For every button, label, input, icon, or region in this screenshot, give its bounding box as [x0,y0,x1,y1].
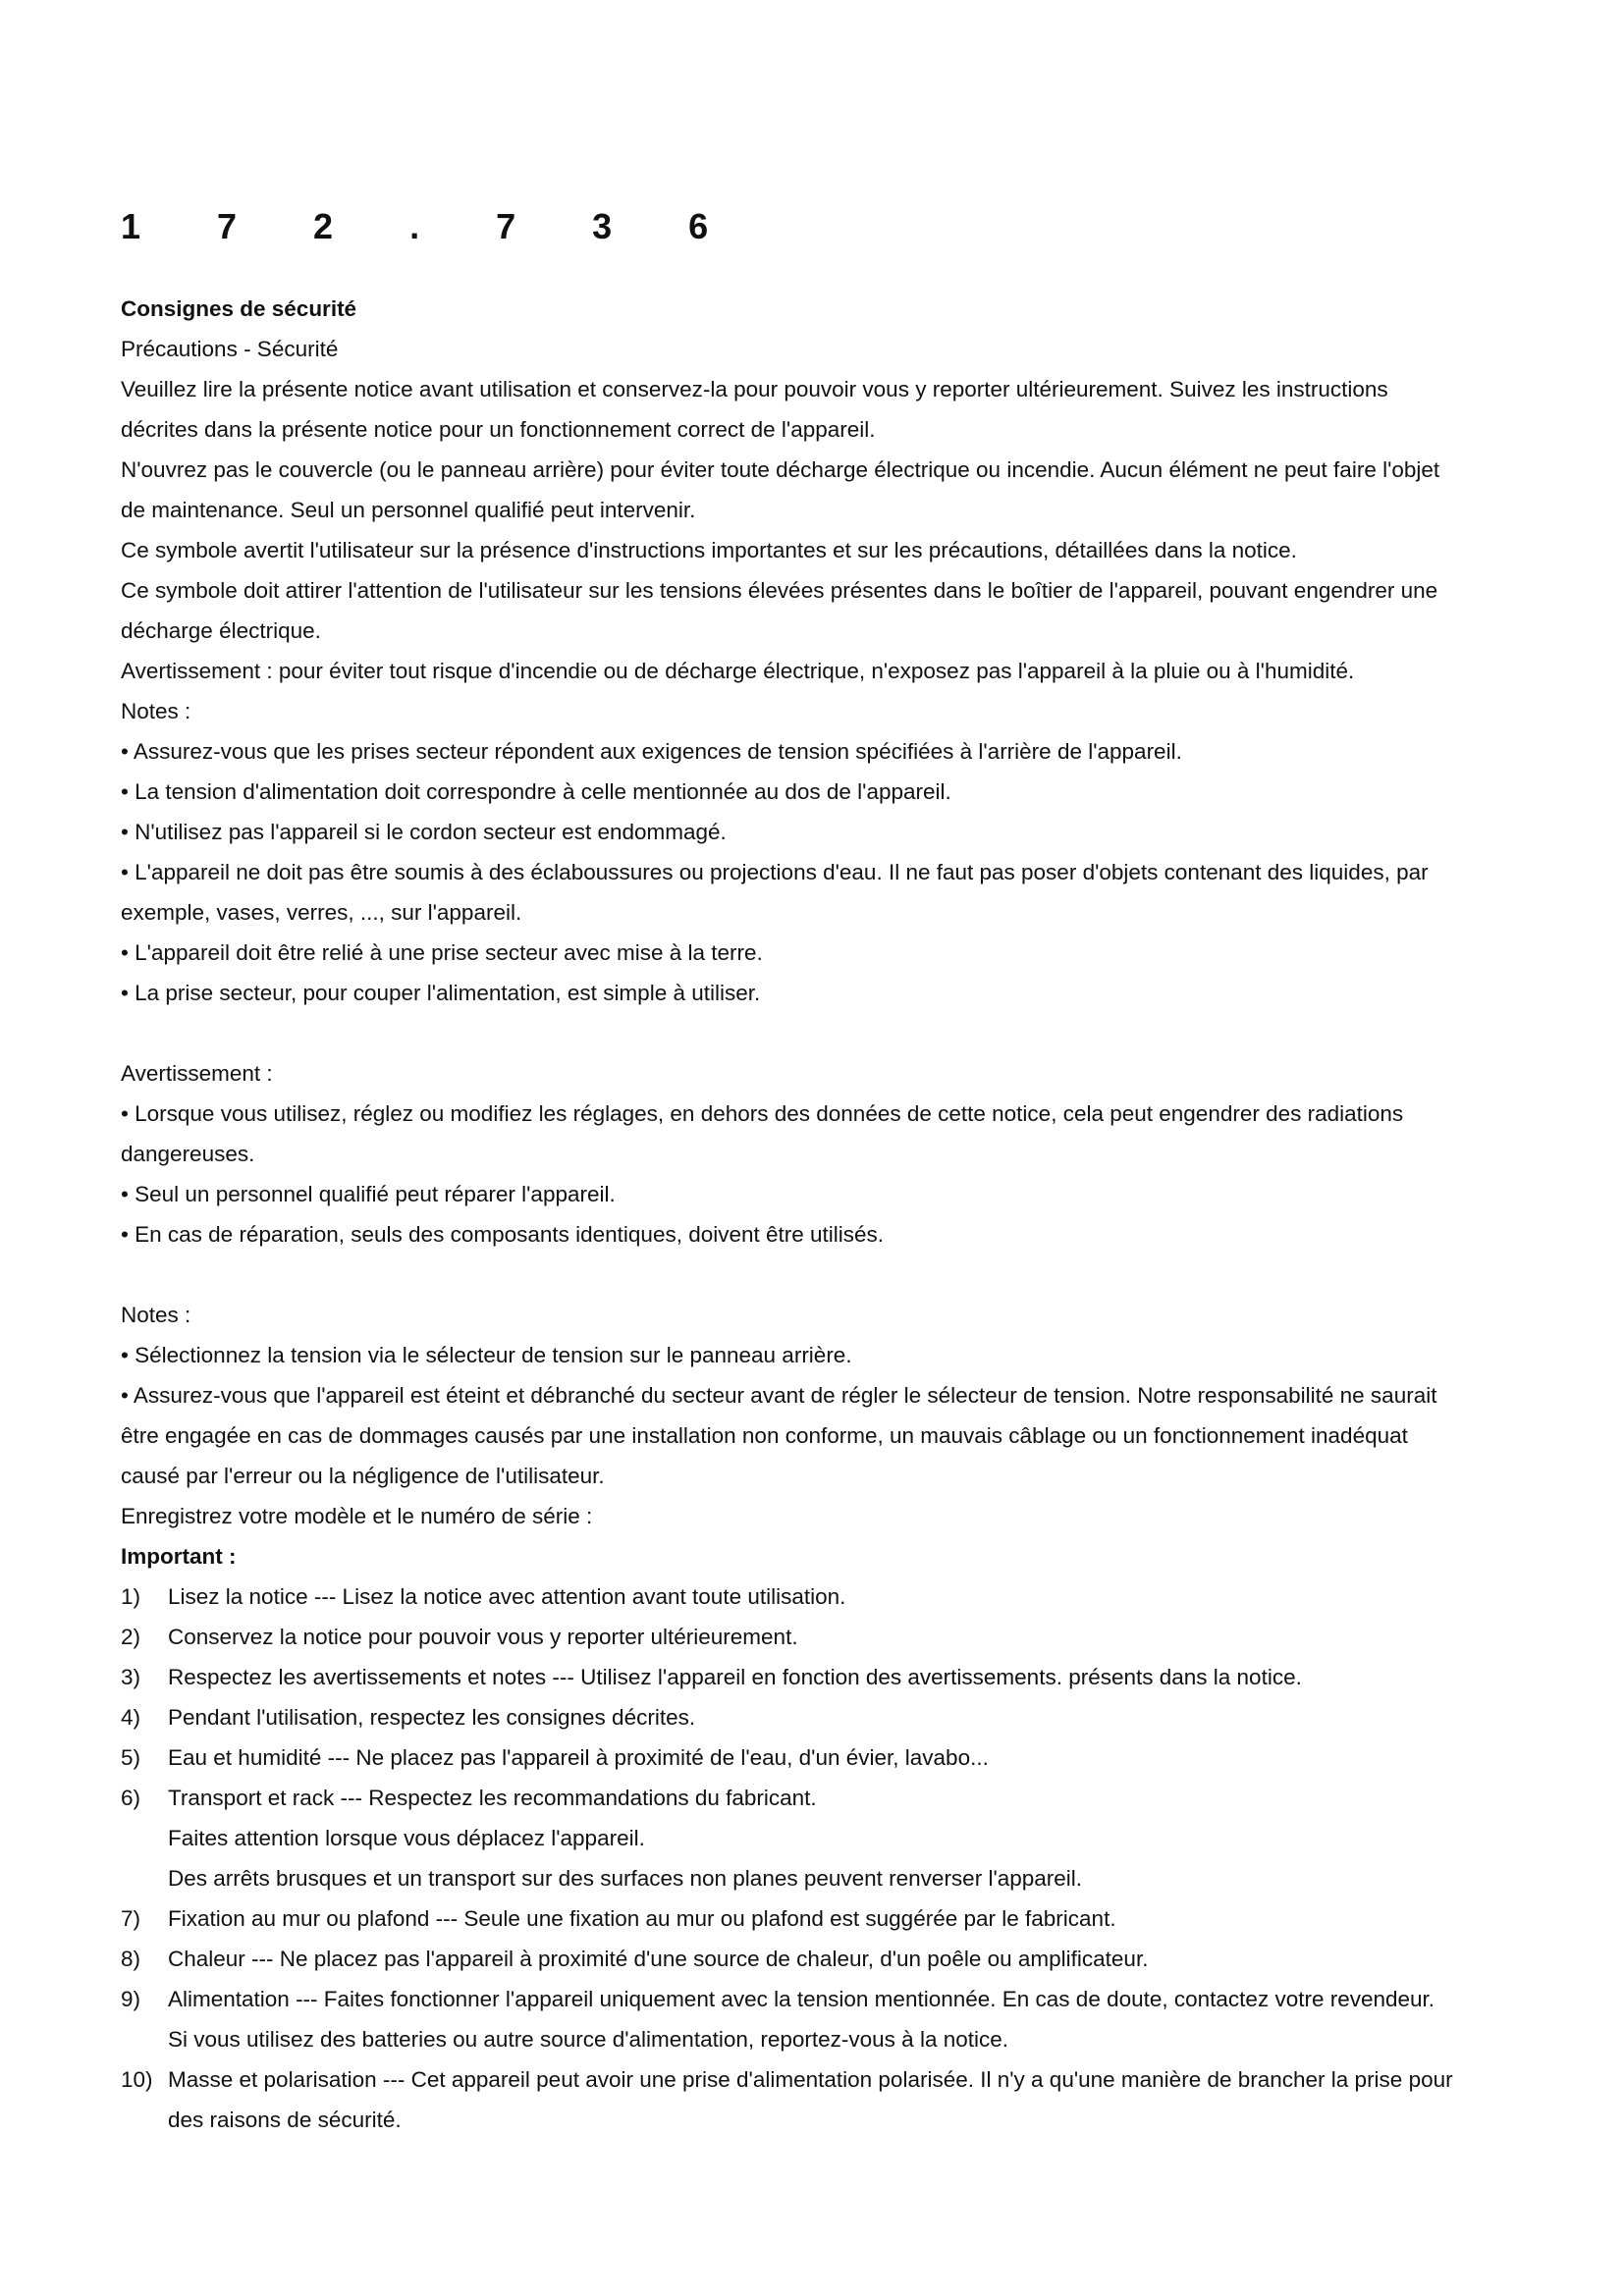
item-number: 4) [121,1705,141,1730]
text-line: Notes : [121,699,191,723]
text-line: Ce symbole avertit l'utilisateur sur la présence d'instructions importantes et sur les précautions, détaillées dans la notice. [121,538,1297,562]
text-line: Veuillez lire la présente notice avant utilisation et conservez-la pour pouvoir vous y reporter ultérieurement. Suivez les instructions [121,377,1388,401]
text-line: Avertissement : pour éviter tout risque d'incendie ou de décharge électrique, n'exposez pas l'appareil à la pluie ou à l'humidité. [121,659,1355,683]
text-line: • Sélectionnez la tension via le sélecteur de tension sur le panneau arrière. [121,1343,852,1367]
list-item [121,1657,1515,1697]
item-number: 7) [121,1906,141,1931]
list-item [121,1697,1515,1737]
text-line: causé par l'erreur ou la négligence de l'utilisateur. [121,1464,605,1488]
warning-block [121,1053,1515,1255]
item-text: Respectez les avertissements et notes --- Utilisez l'appareil en fonction des avertissements. présents dans la notice. [168,1665,1302,1689]
important-list [121,1576,1515,2140]
text-line: Notes : [121,1303,191,1327]
list-item [121,1617,1515,1657]
list-item [121,1898,1515,1939]
item-text: Fixation au mur ou plafond --- Seule une fixation au mur ou plafond est suggérée par le fabricant. [168,1906,1116,1931]
list-item [121,1939,1515,1979]
item-number: 10) [121,2067,153,2092]
text-line: • N'utilisez pas l'appareil si le cordon secteur est endommagé. [121,820,727,844]
section-subheading: Précautions - Sécurité [121,337,339,361]
text-line: exemple, vases, verres, ..., sur l'appareil. [121,900,522,925]
item-text: Chaleur --- Ne placez pas l'appareil à proximité d'une source de chaleur, d'un poêle ou amplificateur. [168,1947,1149,1971]
text-line: • Seul un personnel qualifié peut réparer l'appareil. [121,1182,616,1206]
item-text: Conservez la notice pour pouvoir vous y reporter ultérieurement. [168,1625,798,1649]
spacer [121,1255,1515,1295]
item-number: 8) [121,1947,141,1971]
text-line: Enregistrez votre modèle et le numéro de série : [121,1504,593,1528]
text-line: • En cas de réparation, seuls des composants identiques, doivent être utilisés. [121,1222,885,1247]
item-continuation: Des arrêts brusques et un transport sur des surfaces non planes peuvent renverser l'appareil. [168,1866,1083,1891]
spacer [121,1013,1515,1053]
list-item [121,1778,1515,1818]
item-text: Eau et humidité --- Ne placez pas l'appareil à proximité de l'eau, d'un évier, lavabo... [168,1745,989,1770]
text-line: décrites dans la présente notice pour un fonctionnement correct de l'appareil. [121,417,876,442]
item-number: 3) [121,1665,141,1689]
item-continuation: des raisons de sécurité. [168,2108,402,2132]
item-text: Lisez la notice --- Lisez la notice avec attention avant toute utilisation. [168,1584,846,1609]
item-number: 5) [121,1745,141,1770]
text-line: de maintenance. Seul un personnel qualifié peut intervenir. [121,498,696,522]
text-line: décharge électrique. [121,618,321,643]
item-continuation: Faites attention lorsque vous déplacez l'appareil. [168,1826,645,1850]
item-text: Pendant l'utilisation, respectez les consignes décrites. [168,1705,696,1730]
important-label: Important : [121,1544,237,1569]
item-number: 6) [121,1786,141,1810]
list-item [121,2059,1515,2100]
text-line: • Assurez-vous que l'appareil est éteint et débranché du secteur avant de régler le sélecteur de tension. Notre responsabilité ne saurait [121,1383,1437,1408]
text-line: • Lorsque vous utilisez, réglez ou modifiez les réglages, en dehors des données de cette notice, cela peut engendrer des radiations [121,1101,1404,1126]
text-line: • L'appareil doit être relié à une prise secteur avec mise à la terre. [121,940,763,965]
item-number: 9) [121,1987,141,2011]
item-text: Alimentation --- Faites fonctionner l'appareil uniquement avec la tension mentionnée. En cas de doute, contactez votre revendeur. [168,1987,1435,2011]
list-item [121,1737,1515,1778]
item-text: Masse et polarisation --- Cet appareil peut avoir une prise d'alimentation polarisée. Il n'y a qu'une manière de brancher la prise pour [168,2067,1453,2092]
text-line: • Assurez-vous que les prises secteur répondent aux exigences de tension spécifiées à l'arrière de l'appareil. [121,739,1182,764]
text-line: Avertissement : [121,1061,273,1086]
text-line: dangereuses. [121,1142,255,1166]
safety-block-1 [121,369,1515,1013]
section-heading: Consignes de sécurité [121,296,357,321]
list-item [121,1576,1515,1617]
item-number: 2) [121,1625,141,1649]
text-line: Ce symbole doit attirer l'attention de l'utilisateur sur les tensions élevées présentes dans le boîtier de l'appareil, pouvant engendrer une [121,578,1438,603]
notes-block [121,1295,1515,1536]
model-number: 1 7 2 . 7 3 6 [121,206,742,246]
text-line: • L'appareil ne doit pas être soumis à des éclaboussures ou projections d'eau. Il ne faut pas poser d'objets contenant des liquides, par [121,860,1429,884]
text-line: • La prise secteur, pour couper l'alimentation, est simple à utiliser. [121,981,761,1005]
item-continuation: Si vous utilisez des batteries ou autre source d'alimentation, reportez-vous à la notice. [168,2027,1008,2052]
text-line: • La tension d'alimentation doit correspondre à celle mentionnée au dos de l'appareil. [121,779,951,804]
text-line: N'ouvrez pas le couvercle (ou le panneau arrière) pour éviter toute décharge électrique ou incendie. Aucun élément ne peut faire l'objet [121,457,1440,482]
item-text: Transport et rack --- Respectez les recommandations du fabricant. [168,1786,817,1810]
text-line: être engagée en cas de dommages causés par une installation non conforme, un mauvais câblage ou un fonctionnement inadéquat [121,1423,1408,1448]
list-item [121,1979,1515,2019]
item-number: 1) [121,1584,141,1609]
document-page [121,204,1515,2140]
